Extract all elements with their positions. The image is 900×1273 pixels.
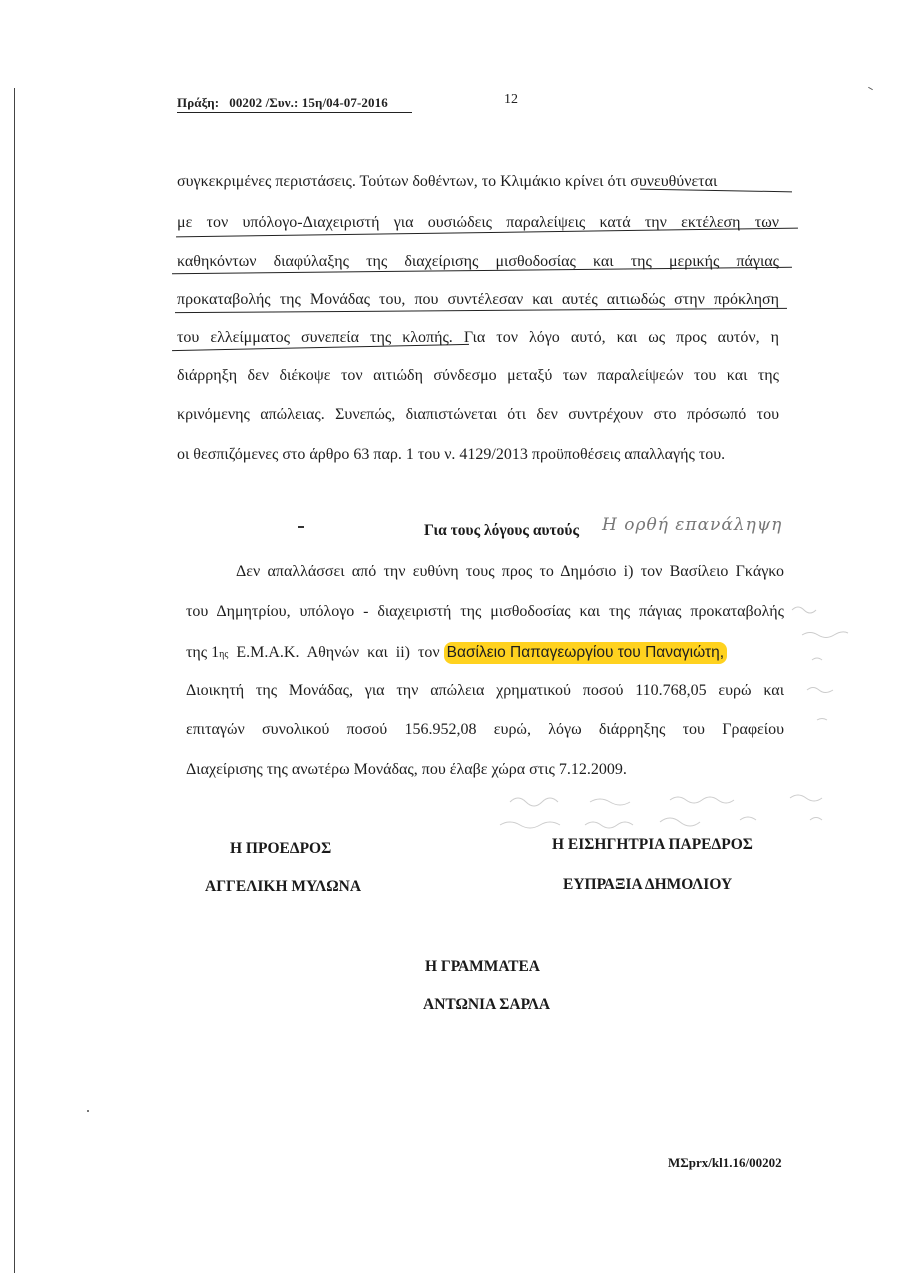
secretary-title: Η ΓΡΑΜΜΑΤΕΑ	[425, 958, 540, 975]
section-heading: Για τους λόγους αυτούς	[424, 522, 580, 539]
decision-line-3a: της 1	[186, 644, 220, 661]
header-reference	[177, 95, 388, 111]
decision-line-3	[186, 642, 786, 665]
body-line-6: διάρρηξη δεν διέκοψε τον αιτιώδη σύνδεσμο μεταξύ των παραλείψεών του και της	[177, 367, 779, 384]
president-title: Η ΠΡΟΕΔΡΟΣ	[230, 840, 332, 857]
decision-line-3b: Ε.Μ.Α.Κ. Αθηνών και ii) τον	[236, 644, 440, 661]
footer-code: ΜΣprx/kl1.16/00202	[668, 1155, 782, 1170]
body-line-3: καθηκόντων διαφύλαξης της διαχείρισης μισθοδοσίας και της μερικής πάγιας	[177, 253, 779, 270]
body-line-2: με τον υπόλογο-Διαχειριστή για ουσιώδεις παραλείψεις κατά την εκτέλεση των	[177, 214, 779, 231]
decision-line-2: του Δημητρίου, υπόλογο - διαχειριστή της μισθοδοσίας και της πάγιας προκαταβολής	[186, 603, 784, 620]
decision-line-1: Δεν απαλλάσσει από την ευθύνη τους προς το Δημόσιο i) τον Βασίλειο Γκάγκο	[236, 563, 784, 580]
body-line-8: οι θεσπιζόμενες στο άρθρο 63 παρ. 1 του ν. 4129/2013 προϋποθέσεις απαλλαγής του.	[177, 446, 726, 463]
header-prefix: Πράξη:	[177, 95, 220, 110]
scan-margin-line	[14, 88, 15, 1273]
decision-line-5: επιταγών συνολικού ποσού 156.952,08 ευρώ, λόγω διάρρηξης του Γραφείου	[186, 721, 784, 738]
header-underline	[177, 112, 412, 113]
highlighted-name: Βασίλειο Παπαγεωργίου του Παναγιώτη,	[444, 642, 727, 664]
decision-line-6: Διαχείρισης της ανωτέρω Μονάδας, που έλαβε χώρα στις 7.12.2009.	[186, 761, 627, 778]
faint-handwriting-lower	[490, 780, 870, 840]
ordinal-superscript: ης	[219, 649, 229, 660]
faint-handwriting-lower-graphic	[490, 780, 870, 840]
rapporteur-title: Η ΕΙΣΗΓΗΤΡΙΑ ΠΑΡΕΔΡΟΣ	[552, 836, 753, 853]
handwritten-note: Η ορθή επανάληψη	[602, 515, 783, 535]
secretary-name: ΑΝΤΩΝΙΑ ΣΑΡΛΑ	[423, 996, 551, 1013]
body-line-5: του ελλείμματος συνεπεία της κλοπής. Για τον λόγο αυτό, και ως προς αυτόν, η	[177, 329, 779, 346]
decision-line-4: Διοικητή της Μονάδας, για την απώλεια χρηματικού ποσού 110.768,05 ευρώ και	[186, 682, 784, 699]
page-number: 12	[504, 92, 518, 107]
body-line-4: προκαταβολής της Μονάδας του, που συντέλεσαν και αυτές αιτιωδώς στην πρόκληση	[177, 291, 779, 308]
faint-scan-marks	[782, 590, 882, 750]
faint-handwriting-graphic	[782, 590, 882, 750]
body-line-7: κρινόμενης απώλειας. Συνεπώς, διαπιστώνεται ότι δεν συντρέχουν στο πρόσωπό του	[177, 406, 779, 423]
rapporteur-name: ΕΥΠΡΑΞΙΑ ΔΗΜΟΛΙΟΥ	[563, 876, 733, 893]
header-act-number: 00202 /Συν.: 15η/04-07-2016	[229, 95, 388, 110]
scan-dot	[87, 1110, 89, 1112]
dash-mark	[298, 526, 304, 528]
body-line-1: συγκεκριμένες περιστάσεις. Τούτων δοθέντων, το Κλιμάκιο κρίνει ότι συνευθύνεται	[177, 173, 718, 190]
scan-mark	[868, 87, 873, 90]
president-name: ΑΓΓΕΛΙΚΗ ΜΥΛΩΝΑ	[205, 878, 362, 895]
